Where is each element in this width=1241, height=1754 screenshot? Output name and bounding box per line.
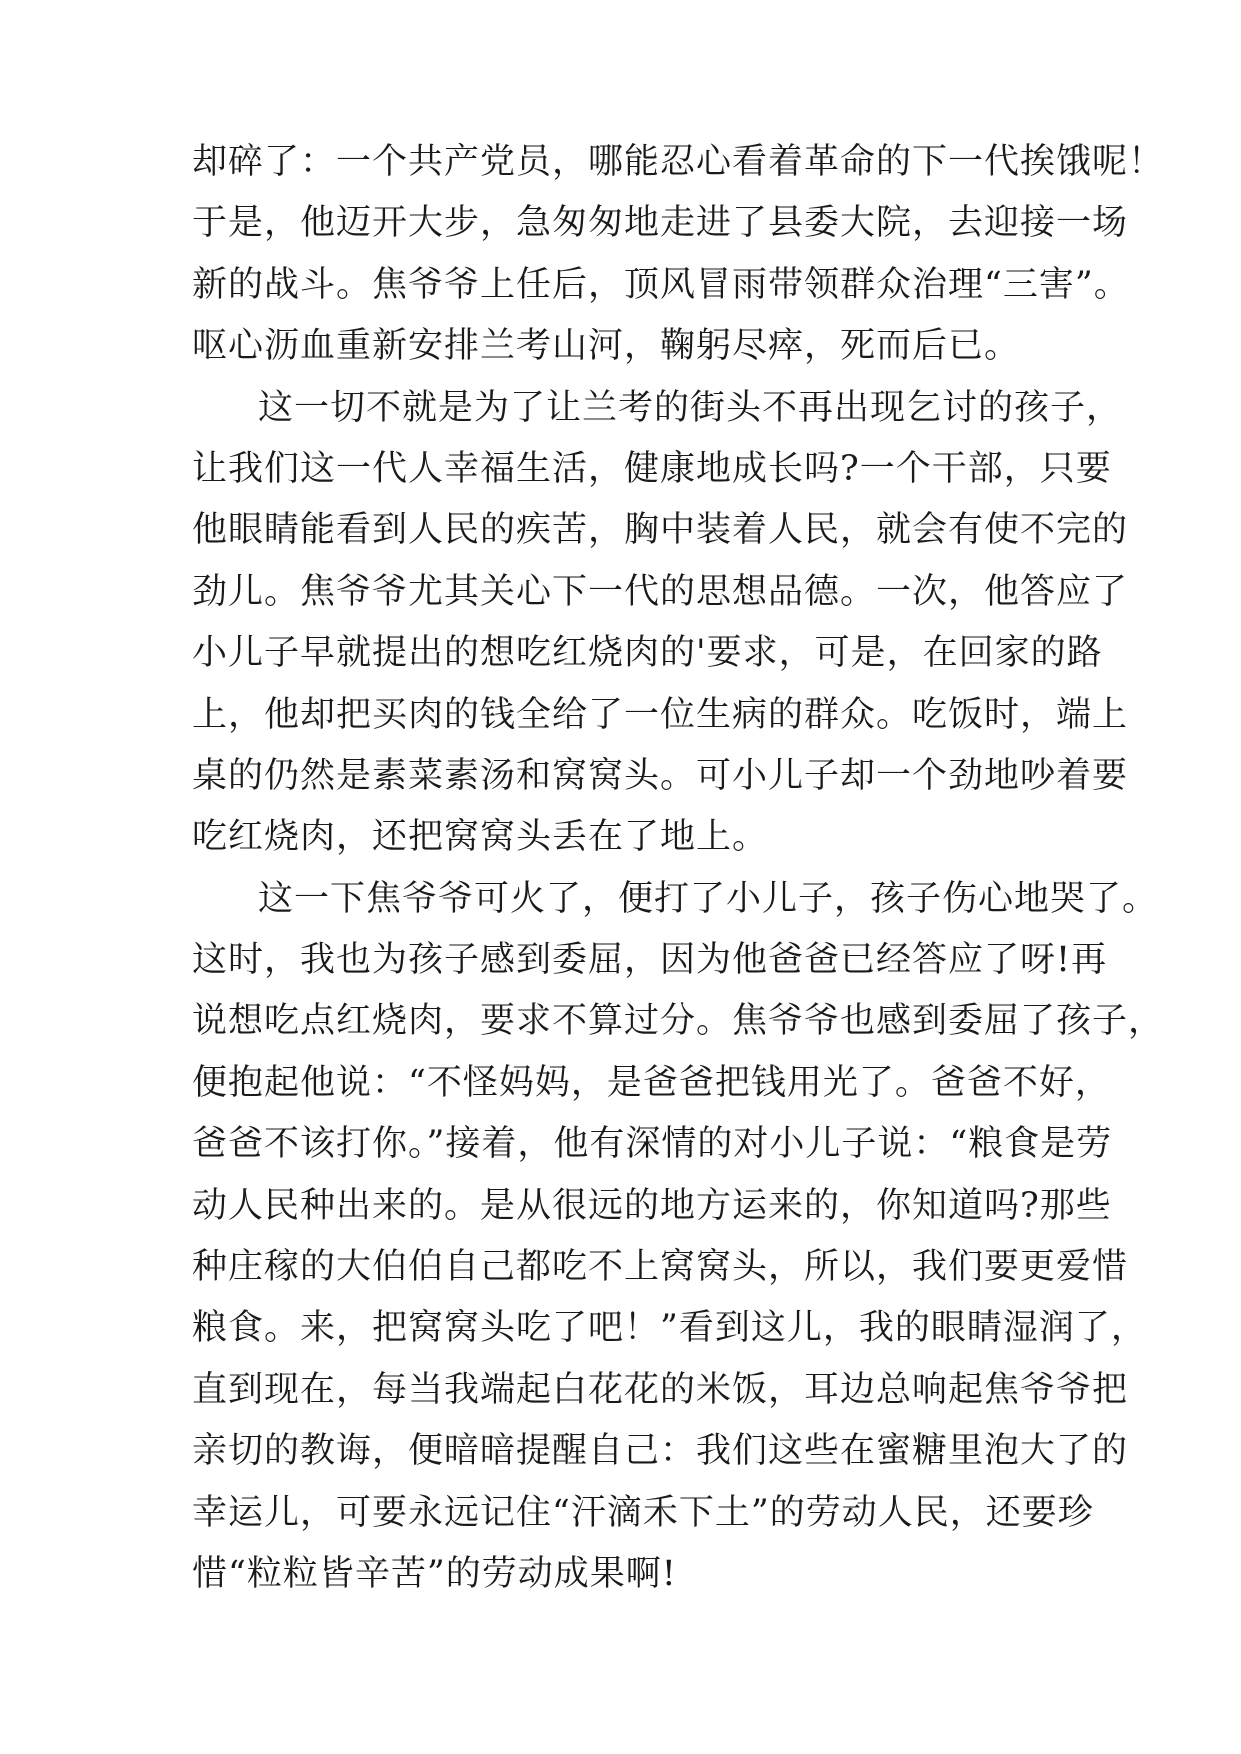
text-line: 劲儿。焦爷爷尤其关心下一代的思想品德。一次，他答应了 bbox=[192, 571, 1129, 612]
text-line: 新的战斗。焦爷爷上任后，顶风冒雨带领群众治理“三害”。 bbox=[192, 264, 1130, 305]
text-line: 呕心沥血重新安排兰考山河，鞠躬尽瘁，死而后已。 bbox=[192, 326, 1021, 367]
text-line: 直到现在，每当我端起白花花的米饭，耳边总响起焦爷爷把 bbox=[192, 1369, 1129, 1410]
text-line: 他眼睛能看到人民的疾苦，胸中装着人民，就会有使不完的 bbox=[192, 510, 1129, 551]
text-line: 动人民种出来的。是从很远的地方运来的，你知道吗?那些 bbox=[192, 1185, 1112, 1226]
body-text bbox=[192, 132, 1165, 1605]
text-line: 粮食。来，把窝窝头吃了吧！”看到这儿，我的眼睛湿润了， bbox=[192, 1308, 1147, 1349]
text-line: 种庄稼的大伯伯自己都吃不上窝窝头，所以，我们要更爱惜 bbox=[192, 1247, 1129, 1288]
text-line: 爸爸不该打你。”接着，他有深情的对小儿子说：“粮食是劳 bbox=[192, 1124, 1113, 1165]
text-line: 亲切的教诲，便暗暗提醒自己：我们这些在蜜糖里泡大了的 bbox=[192, 1431, 1129, 1472]
text-line: 便抱起他说：“不怪妈妈，是爸爸把钱用光了。爸爸不好， bbox=[192, 1062, 1111, 1103]
text-line: 上，他却把买肉的钱全给了一位生病的群众。吃饭时，端上 bbox=[192, 694, 1129, 735]
text-line: 却碎了：一个共产党员，哪能忍心看着革命的下一代挨饿呢！ bbox=[192, 142, 1165, 182]
text-line: 小儿子早就提出的想吃红烧肉的'要求，可是，在回家的路 bbox=[192, 633, 1103, 674]
text-line: 于是，他迈开大步，急匆匆地走进了县委大院，去迎接一场 bbox=[192, 203, 1129, 244]
text-line: 让我们这一代人幸福生活，健康地成长吗?一个干部，只要 bbox=[192, 448, 1112, 489]
text-line: 这时，我也为孩子感到委屈，因为他爸爸已经答应了呀!再 bbox=[192, 940, 1108, 981]
text-line: 桌的仍然是素菜素汤和窝窝头。可小儿子却一个劲地吵着要 bbox=[192, 755, 1129, 796]
text-line: 吃红烧肉，还把窝窝头丢在了地上。 bbox=[192, 817, 769, 858]
paragraph-first-line: 这一切不就是为了让兰考的街头不再出现乞讨的孩子， bbox=[258, 387, 1123, 428]
text-line: 说想吃点红烧肉，要求不算过分。焦爷爷也感到委屈了孩子， bbox=[192, 1001, 1165, 1042]
text-line: 幸运儿，可要永远记住“汗滴禾下土”的劳动人民，还要珍 bbox=[192, 1492, 1094, 1533]
text-line: 惜“粒粒皆辛苦”的劳动成果啊! bbox=[192, 1553, 677, 1594]
paragraph-first-line: 这一下焦爷爷可火了，便打了小儿子，孩子伤心地哭了。 bbox=[258, 878, 1159, 919]
